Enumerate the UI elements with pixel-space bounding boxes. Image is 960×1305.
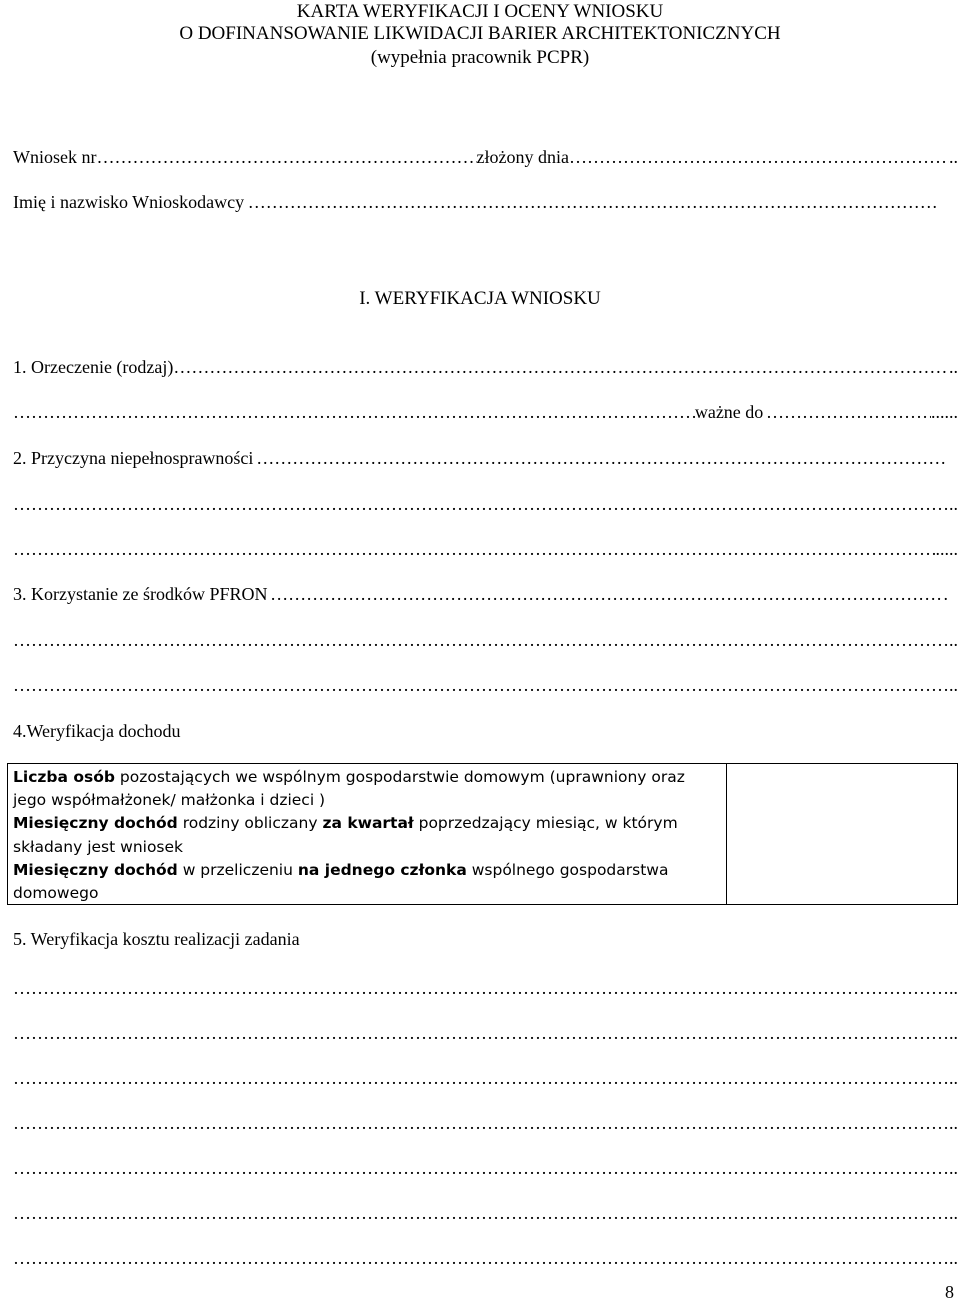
disability-cause-row — [13, 446, 948, 470]
quarterly-income-row — [13, 812, 721, 858]
valid-until-row — [13, 400, 958, 424]
quarterly-income-bold: Miesięczny dochód — [13, 814, 178, 833]
pfron-usage-line3-end: .. — [949, 675, 958, 695]
pfron-usage-row — [13, 582, 948, 606]
disability-cause-line3 — [13, 537, 958, 561]
disability-cause-line3-end: ..... — [935, 539, 958, 559]
disability-cause-line2 — [13, 492, 958, 516]
quarterly-income-mid: rodziny obliczany — [177, 814, 323, 833]
income-verification-heading: 4.Weryfikacja dochodu — [13, 721, 181, 741]
cost-field-4[interactable] — [13, 1111, 949, 1135]
cost-line-end: .. — [949, 1113, 958, 1133]
disability-cause-field-2[interactable] — [13, 492, 949, 516]
cost-line-1 — [13, 976, 958, 1000]
certificate-label: 1. Orzeczenie (rodzaj) — [13, 357, 174, 377]
quarterly-income-text: poprzedzający miesiąc, w którym składany jest wniosek — [13, 814, 678, 856]
cost-line-7 — [13, 1246, 958, 1270]
pfron-usage-field-3[interactable] — [13, 673, 949, 697]
per-member-income-bold: Miesięczny dochód — [13, 860, 178, 879]
household-count-row — [13, 766, 721, 812]
valid-until-end: ...... — [931, 402, 958, 422]
doc-subtitle: (wypełnia pracownik PCPR) — [370, 47, 590, 68]
submitted-date-end: .. — [949, 147, 958, 167]
applicant-name-label: Imię i nazwisko Wnioskodawcy — [13, 192, 245, 212]
disability-cause-field-3[interactable] — [13, 537, 936, 561]
per-member-income-mid: w przeliczeniu — [177, 860, 298, 879]
doc-title-line2: O DOFINANSOWANIE LIKWIDACJI BARIER ARCHITEKTONICZNYCH — [179, 23, 781, 44]
pfron-usage-field[interactable] — [270, 582, 943, 606]
certificate-extra-field[interactable] — [13, 400, 695, 424]
cost-field-1[interactable] — [13, 976, 949, 1000]
page-number: 8 — [945, 1282, 954, 1302]
income-table-labels — [8, 764, 726, 904]
application-number-row — [13, 145, 958, 169]
application-number-label: Wniosek nr — [13, 147, 97, 167]
cost-line-2 — [13, 1021, 958, 1045]
certificate-type-end: .. — [949, 357, 958, 377]
certificate-type-field[interactable] — [173, 355, 949, 379]
per-member-income-row — [13, 859, 721, 905]
per-member-income-text: wspólnego gospodarstwa domowego — [13, 860, 669, 903]
quarterly-income-bold2: za kwartał — [322, 814, 414, 833]
valid-until-label: ważne do — [694, 402, 764, 422]
disability-cause-field[interactable] — [256, 446, 948, 470]
applicant-name-row — [13, 190, 938, 214]
cost-line-end: .. — [949, 1023, 958, 1043]
cost-field-5[interactable] — [13, 1156, 949, 1180]
disability-cause-label: 2. Przyczyna niepełnosprawności — [13, 448, 254, 468]
pfron-usage-end: . — [943, 584, 948, 604]
cost-line-5 — [13, 1156, 958, 1180]
submitted-date-field[interactable] — [569, 145, 949, 169]
cost-line-end: .. — [949, 1248, 958, 1268]
application-number-field[interactable] — [96, 145, 476, 169]
pfron-usage-label: 3. Korzystanie ze środków PFRON — [13, 584, 268, 604]
income-table — [7, 763, 958, 905]
cost-line-end: .. — [949, 1158, 958, 1178]
disability-cause-line2-end: .. — [949, 494, 958, 514]
applicant-name-field[interactable] — [248, 190, 938, 214]
section-title: I. WERYFIKACJA WNIOSKU — [359, 288, 601, 309]
household-count-bold: Liczba osób — [13, 768, 115, 786]
cost-line-end: .. — [949, 1203, 958, 1223]
submitted-date-label: złożony dnia — [476, 147, 569, 167]
cost-field-3[interactable] — [13, 1066, 949, 1090]
pfron-usage-line2-end: .. — [949, 630, 958, 650]
cost-line-end: .. — [949, 978, 958, 998]
cost-line-6 — [13, 1201, 958, 1225]
household-count-text: pozostających we wspólnym gospodarstwie domowym (uprawniony oraz jego współmałżonek/ małżonka i dzieci ) — [13, 768, 685, 810]
cost-line-3 — [13, 1066, 958, 1090]
valid-until-field[interactable] — [766, 400, 931, 424]
pfron-usage-field-2[interactable] — [13, 628, 949, 652]
doc-title-line1: KARTA WERYFIKACJI I OCENY WNIOSKU — [296, 1, 664, 22]
cost-field-7[interactable] — [13, 1246, 949, 1270]
income-table-value-cell[interactable] — [726, 764, 957, 904]
cost-verification-heading: 5. Weryfikacja kosztu realizacji zadania — [13, 929, 300, 949]
cost-field-6[interactable] — [13, 1201, 949, 1225]
per-member-income-bold2: na jednego członka — [297, 860, 467, 879]
pfron-usage-line3 — [13, 673, 958, 697]
cost-line-4 — [13, 1111, 958, 1135]
certificate-row — [13, 355, 958, 379]
cost-field-2[interactable] — [13, 1021, 949, 1045]
cost-line-end: .. — [949, 1068, 958, 1088]
pfron-usage-line2 — [13, 628, 958, 652]
